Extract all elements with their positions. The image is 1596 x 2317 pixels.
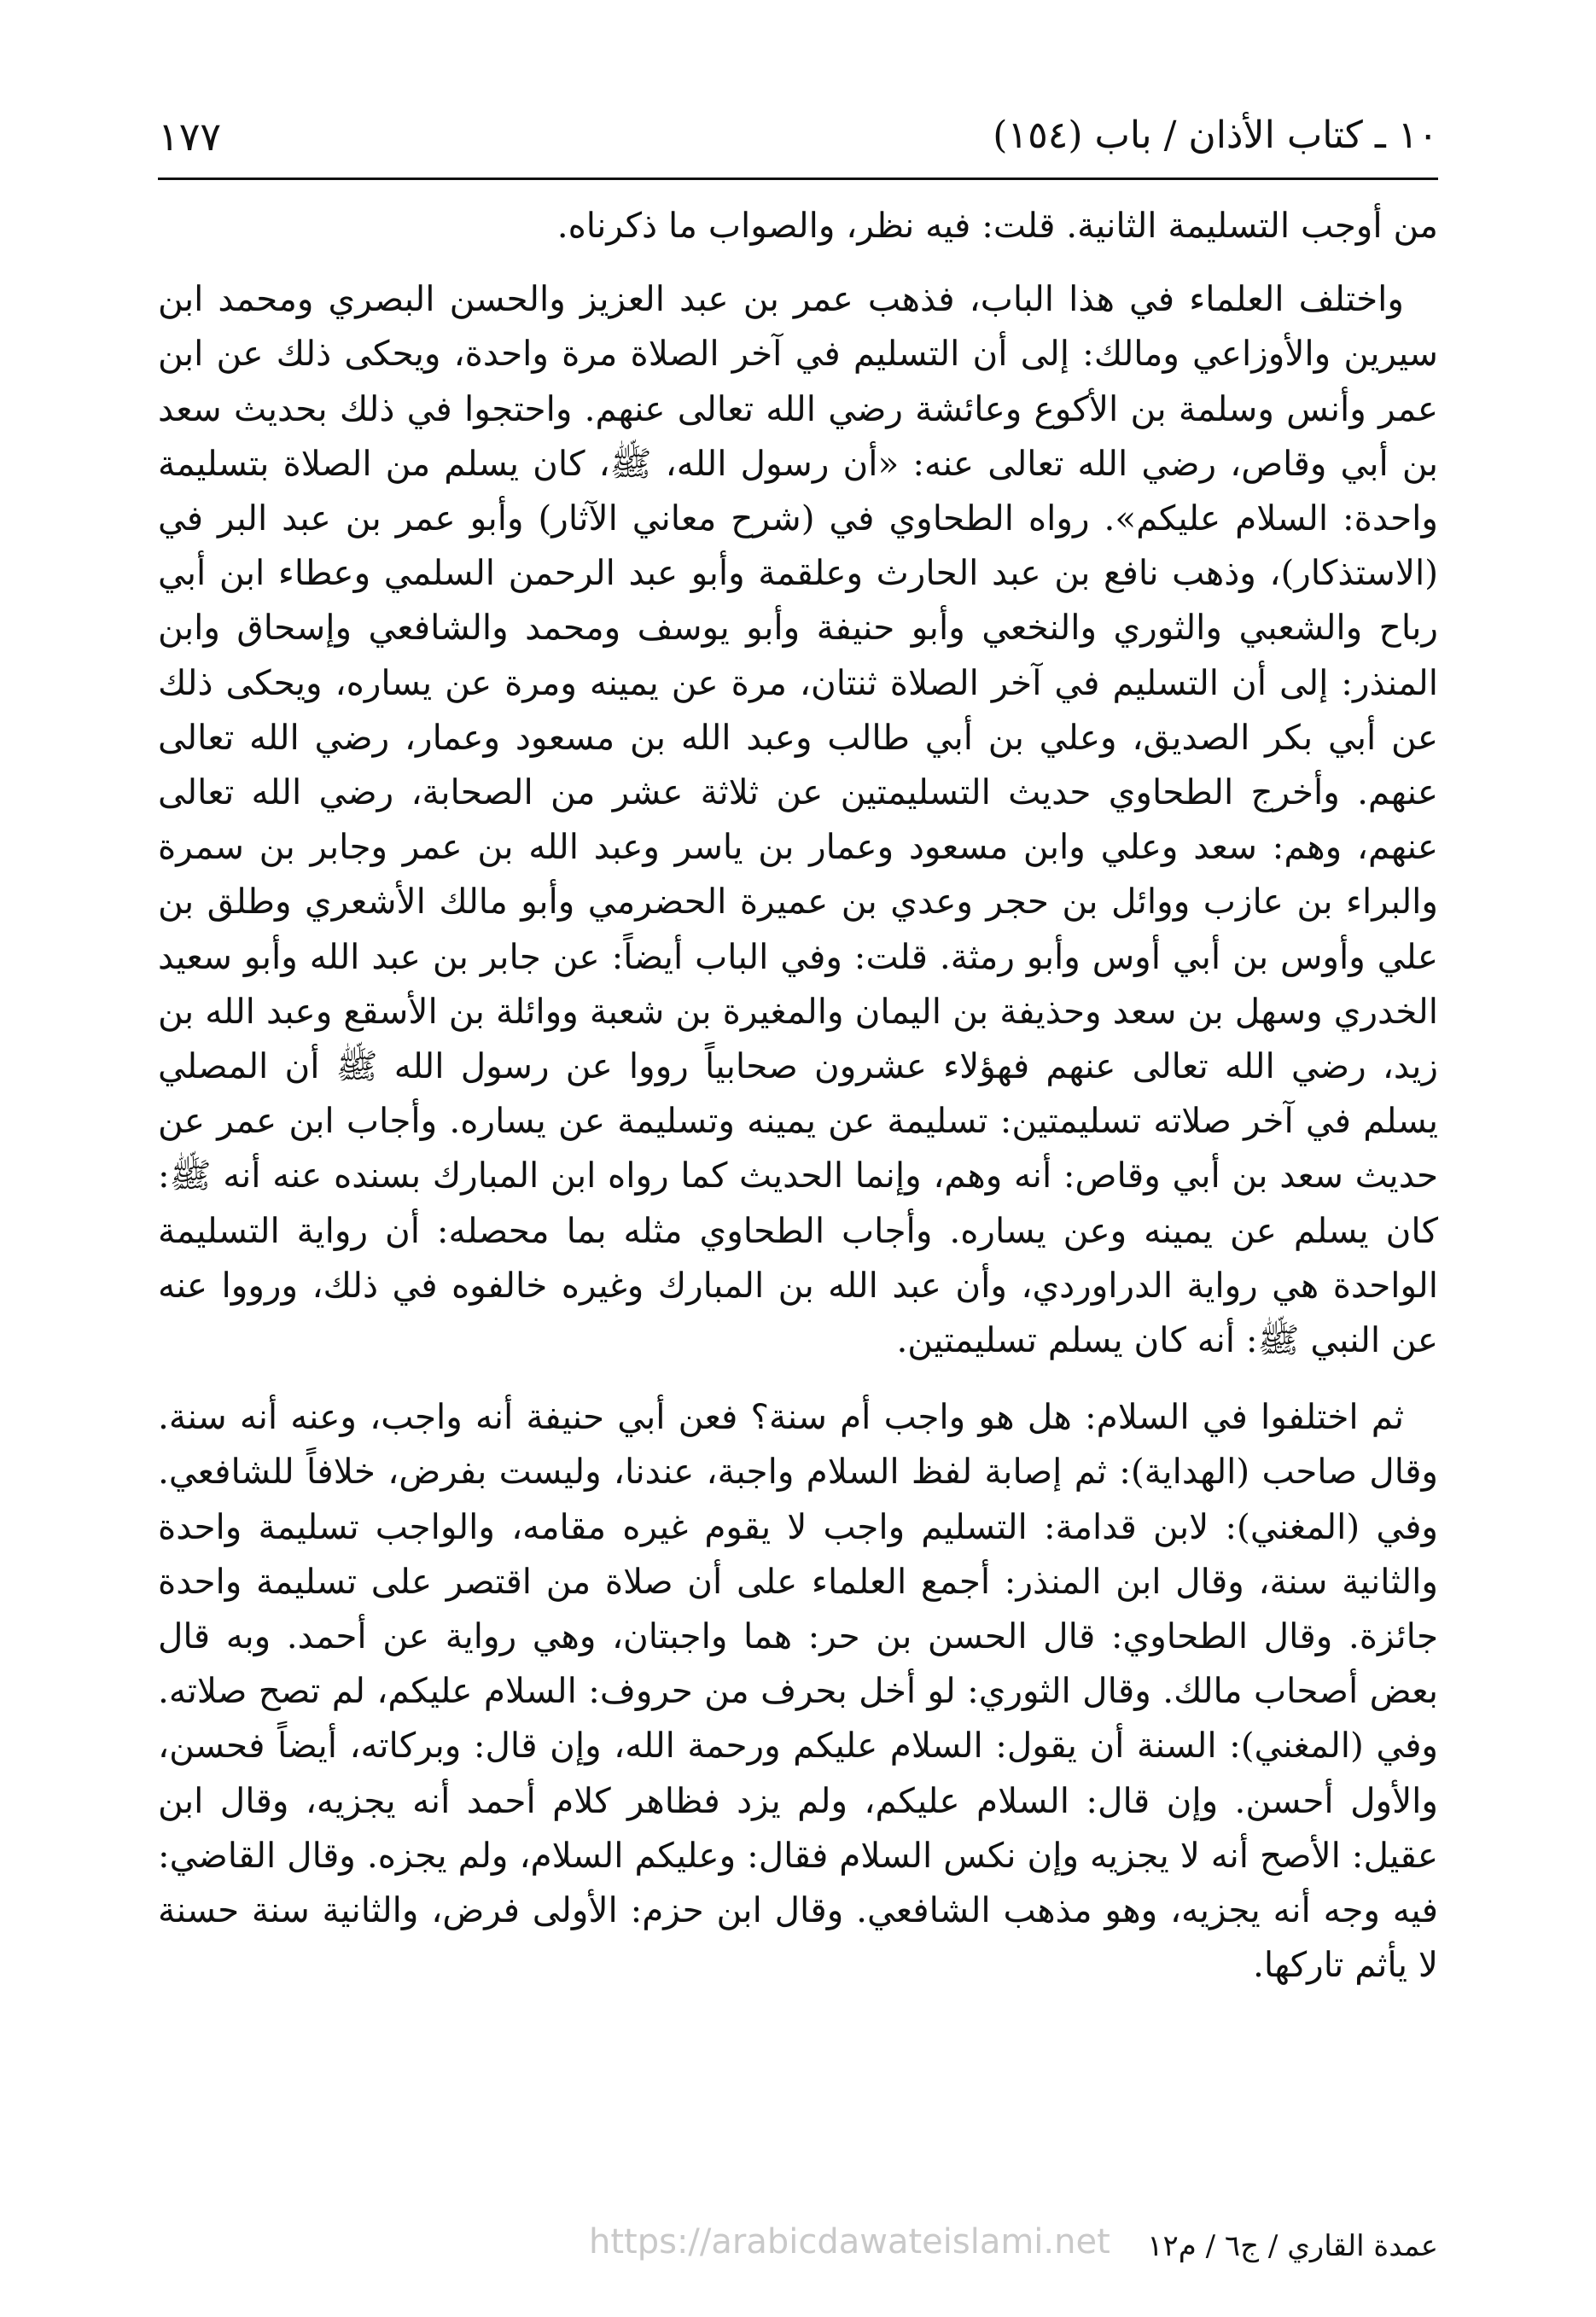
paragraph-salutation-ruling: ثم اختلفوا في السلام: هل هو واجب أم سنة؟ فعن أبي حنيفة أنه واجب، وعنه أنه سنة. وقال صاحب (الهداية): ثم إصابة لفظ السلام واجبة، عندنا، وليست بفرض، خلافاً للشافعي. وفي (المغني): لابن قدامة: التسليم واجب لا يقوم غيره مقامه، والواجب تسليمة واحدة والثانية سنة، وقال ابن المنذر: أجمع العلماء على أن صلاة من اقتصر على تسليمة واحدة جائزة. وقال الطحاوي: قال الحسن بن حر: هما واجبتان، وهي رواية عن أحمد. وبه قال بعض أصحاب مالك. وقال الثوري: لو أخل بحرف من حروف: السلام عليكم، لم تصح صلاته. وفي (المغني): السنة أن يقول: السلام عليكم ورحمة الله، وإن قال: وبركاته، أيضاً فحسن، والأول أحسن. وإن قال: السلام عليكم، ولم يزد فظاهر كلام أحمد أنه يجزيه، وقال ابن عقيل: الأصح أنه لا يجزيه وإن نكس السلام فقال: وعليكم السلام، ولم يجزه. وقال القاضي: فيه وجه أنه يجزيه، وهو مذهب الشافعي. وقال ابن حزم: الأولى فرض، والثانية سنة حسنة لا يأثم تاركها. xyxy=(158,1396,1438,1986)
chapter-title: ١٠ ـ كتاب الأذان / باب (١٥٤) xyxy=(993,114,1438,157)
header-divider xyxy=(158,178,1438,180)
page-footer xyxy=(158,2222,1438,2280)
main-text xyxy=(158,198,1438,1993)
opening-line: من أوجب التسليمة الثانية. قلت: فيه نظر، والصواب ما ذكرناه. xyxy=(556,205,1438,246)
paragraph-salutation-count: واختلف العلماء في هذا الباب، فذهب عمر بن عبد العزيز والحسن البصري ومحمد ابن سيرين والأوزاعي ومالك: إلى أن التسليم في آخر الصلاة مرة واحدة، ويحكى ذلك عن ابن عمر وأنس وسلمة بن الأكوع وعائشة رضي الله تعالى عنهم. واحتجوا في ذلك بحديث سعد بن أبي وقاص، رضي الله تعالى عنه: «أن رسول الله، ﷺ، كان يسلم من الصلاة بتسليمة واحدة: السلام عليكم». رواه الطحاوي في (شرح معاني الآثار) وأبو عمر بن عبد البر في (الاستذكار)، وذهب نافع بن عبد الحارث وعلقمة وأبو عبد الرحمن السلمي وعطاء ابن أبي رباح والشعبي والثوري والنخعي وأبو حنيفة وأبو يوسف ومحمد والشافعي وإسحاق وابن المنذر: إلى أن التسليم في آخر الصلاة ثنتان، مرة عن يمينه ومرة عن يساره، ويحكى ذلك عن أبي بكر الصديق، وعلي بن أبي طالب وعبد الله بن مسعود وعمار، رضي الله تعالى عنهم. وأخرج الطحاوي حديث التسليمتين عن ثلاثة عشر من الصحابة، رضي الله تعالى عنهم، وهم: سعد وعلي وابن مسعود وعمار بن ياسر وعبد الله بن عمر وجابر بن سمرة والبراء بن عازب ووائل بن حجر وعدي بن عميرة الحضرمي وأبو مالك الأشعري وطلق بن علي وأوس بن أبي أوس وأبو رمثة. قلت: وفي الباب أيضاً: عن جابر بن عبد الله وأبو سعيد الخدري وسهل بن سعد وحذيفة بن اليمان والمغيرة بن شعبة ووائلة بن الأسقع وعبد الله بن زيد، رضي الله تعالى عنهم فهؤلاء عشرون صحابياً رووا عن رسول الله ﷺ أن المصلي يسلم في آخر صلاته تسليمتين: تسليمة عن يمينه وتسليمة عن يساره. وأجاب ابن عمر عن حديث سعد بن أبي وقاص: أنه وهم، وإنما الحديث كما رواه ابن المبارك بسنده عنه أنه ﷺ: كان يسلم عن يمينه وعن يساره. وأجاب الطحاوي مثله بما محصله: أن رواية التسليمة الواحدة هي رواية الدراوردي، وأن عبد الله بن المبارك وغيره خالفوه في ذلك، ورووا عنه عن النبي ﷺ: أنه كان يسلم تسليمتين. xyxy=(158,278,1438,1361)
page-number: ١٧٧ xyxy=(158,114,222,160)
volume-signature: عمدة القاري / ج٦ / م١٢ xyxy=(1147,2229,1438,2263)
page-header xyxy=(158,107,1438,173)
watermark-url: https://arabicdawateislami.net xyxy=(589,2222,1110,2262)
